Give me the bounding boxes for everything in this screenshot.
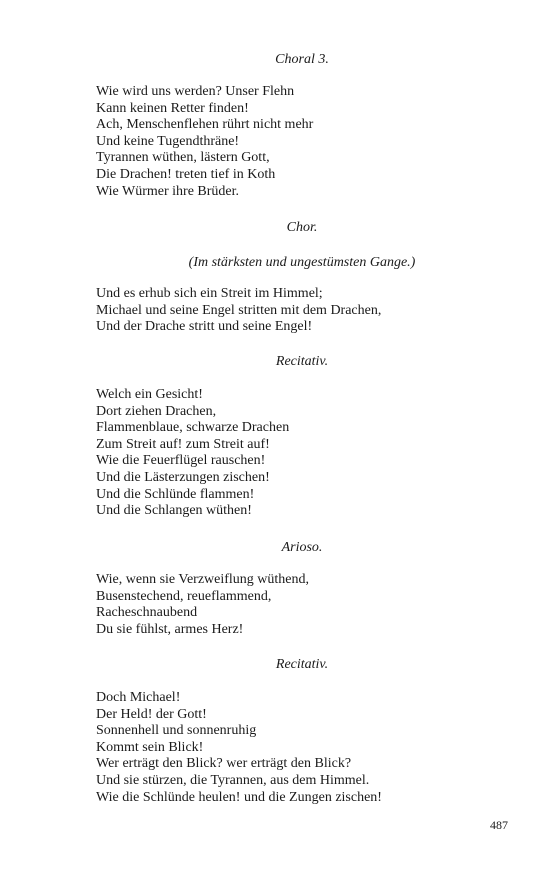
- verse-line: Die Drachen! treten tief in Koth: [96, 166, 276, 182]
- verse-line: Kann keinen Retter finden!: [96, 100, 249, 116]
- verse-line: Wie wird uns werden? Unser Flehn: [96, 84, 295, 99]
- section-heading-chor: Chor.: [286, 220, 318, 235]
- verse-line: Und sie stürzen, die Tyrannen, aus dem Himmel.: [96, 772, 370, 788]
- page-number: 487: [490, 818, 508, 832]
- verse-line: Und die Schlünde flammen!: [96, 486, 255, 502]
- verse-line: Du sie fühlst, armes Herz!: [96, 621, 244, 637]
- verse-line: Und die Lästerzungen zischen!: [96, 469, 270, 485]
- verse-line: Wie die Schlünde heulen! und die Zungen zischen!: [96, 789, 382, 805]
- verse-line: Doch Michael!: [96, 690, 181, 705]
- stanza-chor: [96, 286, 381, 336]
- stanza-recitativ-1: [96, 387, 289, 520]
- verse-line: Michael und seine Engel stritten mit dem Drachen,: [96, 302, 382, 318]
- verse-line: Sonnenhell und sonnenruhig: [96, 723, 257, 739]
- verse-line: Flammenblaue, schwarze Drachen: [96, 420, 290, 436]
- verse-line: Wie die Feuerflügel rauschen!: [96, 453, 266, 469]
- section-heading-recitativ-1: Recitativ.: [275, 354, 329, 369]
- verse-line: Der Held! der Gott!: [96, 706, 207, 722]
- stage-direction: (Im stärksten und ungestümsten Gange.): [188, 255, 416, 270]
- verse-line: Und die Schlangen wüthen!: [96, 503, 252, 519]
- verse-line: Und der Drache stritt und seine Engel!: [96, 319, 313, 335]
- section-heading-arioso: Arioso.: [281, 540, 323, 555]
- stanza-choral-3: [96, 84, 313, 200]
- verse-line: Wie, wenn sie Verzweiflung wüthend,: [96, 572, 310, 587]
- verse-line: Busenstechend, reueflammend,: [96, 588, 272, 604]
- verse-line: Und keine Tugendthräne!: [96, 133, 240, 149]
- verse-line: Welch ein Gesicht!: [96, 387, 203, 402]
- verse-line: Racheschnaubend: [96, 605, 198, 621]
- stanza-arioso: [96, 572, 309, 638]
- verse-line: Tyrannen wüthen, lästern Gott,: [96, 150, 270, 166]
- verse-line: Wie Würmer ihre Brüder.: [96, 183, 240, 199]
- verse-line: Wer erträgt den Blick? wer erträgt den Blick?: [96, 756, 352, 772]
- section-heading-choral-3: Choral 3.: [275, 52, 329, 67]
- section-heading-recitativ-2: Recitativ.: [275, 657, 329, 672]
- stanza-recitativ-2: [96, 690, 382, 806]
- verse-line: Dort ziehen Drachen,: [96, 403, 217, 419]
- verse-line: Und es erhub sich ein Streit im Himmel;: [96, 286, 323, 301]
- verse-line: Zum Streit auf! zum Streit auf!: [96, 436, 270, 452]
- verse-line: Ach, Menschenflehen rührt nicht mehr: [96, 117, 314, 133]
- verse-line: Kommt sein Blick!: [96, 739, 204, 755]
